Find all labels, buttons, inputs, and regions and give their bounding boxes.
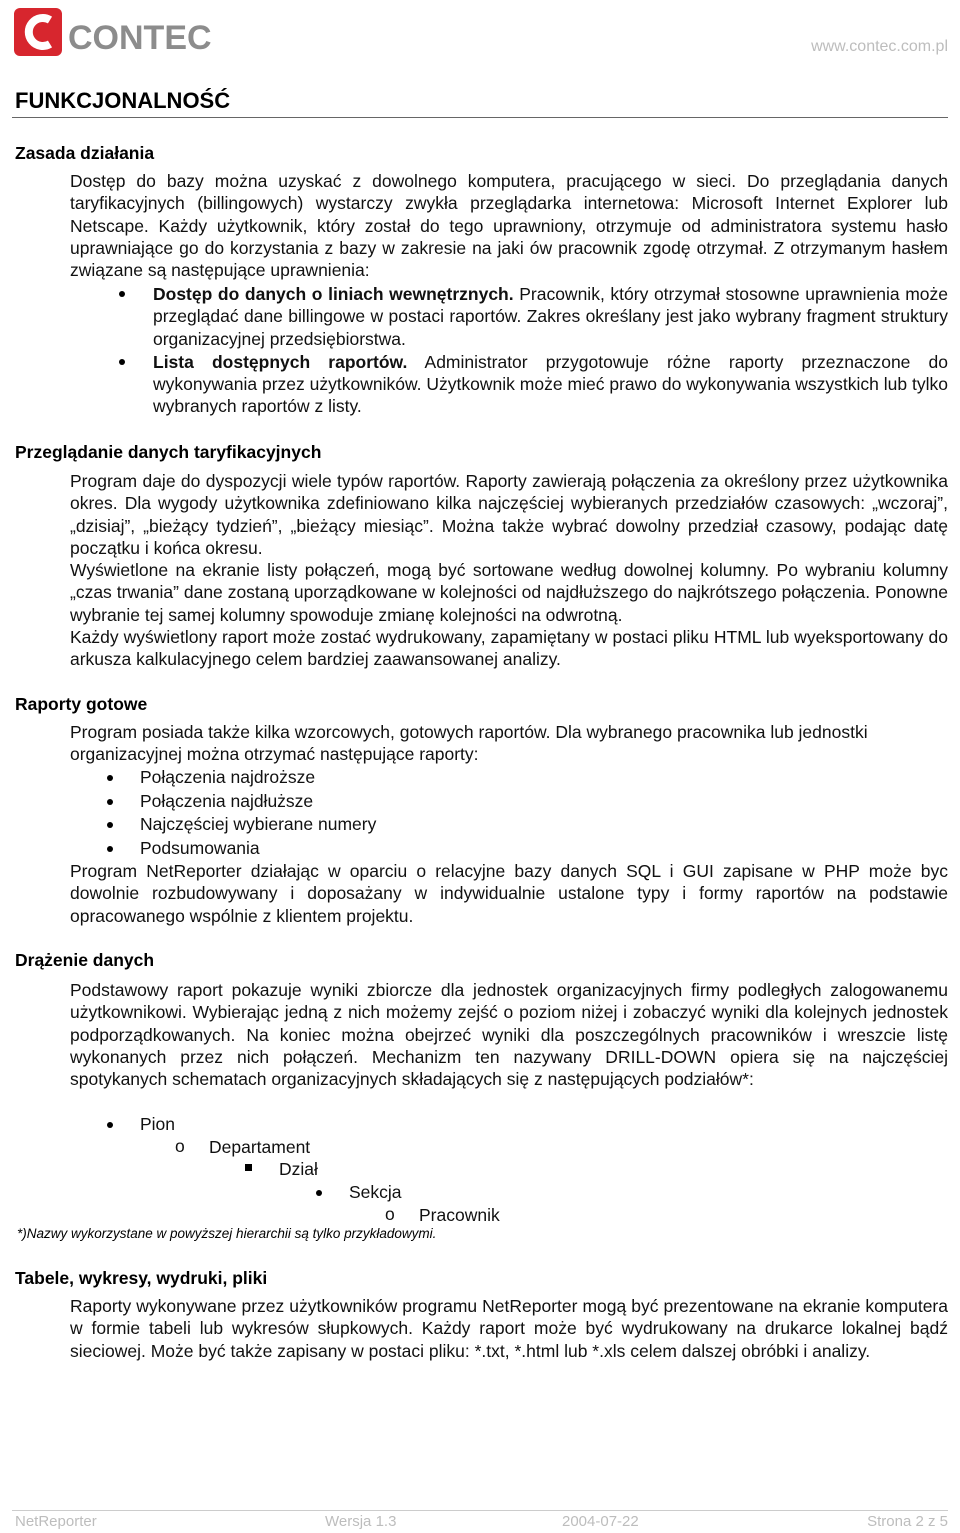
section-zasada-intro	[70, 170, 948, 281]
bullet-dot-icon	[107, 1122, 113, 1128]
reports-list	[140, 766, 376, 860]
list-item: Podsumowania	[140, 837, 376, 861]
section-drazenie-intro	[70, 979, 948, 1090]
list-item: Połączenia najdroższe	[140, 766, 376, 790]
footer-page-number: Strona 2 z 5	[867, 1513, 948, 1530]
hierarchy-level-2: Departament	[209, 1137, 311, 1157]
paragraph: Podstawowy raport pokazuje wyniki zbiorcze dla jednostek organizacyjnych firmy podległych zalogowanemu użytkownikowi. Wybierając jedną z nich możemy zejść o poziom niżej i zobaczyć wyniki dla kolejnych jednostek podporządkowanych. Na koniec można obejrzeć wyniki dla poszczególnych pracowników i wreszcie listę wykonanych przez nich połączeń. Mechanizm ten nazywany DRILL-DOWN opiera się na najczęściej spotykanych schematach organizacyjnych składających się z następujących podziałów*:	[70, 980, 948, 1090]
footer-product: NetReporter	[15, 1513, 97, 1530]
hierarchy-level-4: Sekcja	[349, 1182, 402, 1202]
item-text: Administrator przygotowuje różne raporty przeznaczone do wykonywania przez użytkowników. Użytkownik może mieć prawo do wykonywania wszystkich lub tylko wybranych raportów z listy.	[153, 351, 948, 417]
hierarchy-level-3: Dział	[279, 1159, 318, 1179]
footer-divider	[12, 1510, 948, 1511]
title-divider	[12, 117, 948, 118]
footer-version: Wersja 1.3	[325, 1513, 397, 1530]
footnote: *)Nazwy wykorzystane w powyższej hierarchii są tylko przykładowymi.	[17, 1226, 437, 1241]
footer-date: 2004-07-22	[562, 1513, 639, 1530]
item-bold: Dostęp do danych o liniach wewnętrznych.	[153, 284, 514, 304]
bullet-circle-icon: o	[175, 1136, 185, 1156]
section-heading-przegladanie: Przeglądanie danych taryfikacyjnych	[15, 442, 322, 462]
bullet-circle-icon: o	[385, 1204, 395, 1224]
bullet-square-icon	[245, 1164, 252, 1171]
hierarchy-level-5: Pracownik	[419, 1205, 500, 1225]
contec-logo	[12, 6, 212, 60]
paragraph: Każdy wyświetlony raport może zostać wydrukowany, zapamiętany w postaci pliku HTML lub wyeksportowany do arkusza kalkulacyjnego celem bardziej zaawansowanej analizy.	[70, 627, 948, 670]
logo-text: CONTEC	[68, 19, 212, 57]
paragraph: Dostęp do bazy można uzyskać z dowolnego komputera, pracującego w sieci. Do przeglądania danych taryfikacyjnych (billingowych) wystarczy zwykła przeglądarka internetowa: Microsoft Internet Explorer lub Netscape. Każdy użytkownik, który został do tego uprawniony, otrzymuje od administratora systemu hasło uprawniające go do korzystania z bazy w zakresie na jaki ów pracownik zgodę otrzymał. Z otrzymanym hasłem związane są następujące uprawnienia:	[70, 171, 948, 281]
paragraph: Program posiada także kilka wzorcowych, gotowych raportów. Dla wybranego pracownika lub jednostki organizacyjnej można otrzymać następujące raporty:	[70, 722, 868, 765]
section-heading-drazenie: Drążenie danych	[15, 950, 155, 970]
section-heading-tabele: Tabele, wykresy, wydruki, pliki	[15, 1268, 268, 1288]
paragraph: Program NetReporter działając w oparciu o relacyjne bazy danych SQL i GUI zapisane w PHP może byc dowolnie rozbudowywany i doposażany w indywidualnie ustalone typy i formy raportów na podstawie opracowanego wspólnie z klientem projektu.	[70, 861, 948, 926]
list-item	[153, 283, 948, 350]
section-przegladanie-body	[70, 470, 948, 671]
bullet-dot-icon	[316, 1190, 322, 1196]
list-item: Połączenia najdłuższe	[140, 790, 376, 814]
paragraph: Raporty wykonywane przez użytkowników programu NetReporter mogą być prezentowane na ekranie komputera w formie tabeli lub wykresów słupkowych. Każdy raport może być wydrukowany na drukarce lokalnej bądź sieciowej. Może być także zapisany w postaci pliku: *.txt, *.html lub *.xls celem dalszej obróbki i analizy.	[70, 1296, 948, 1361]
section-raporty-outro	[70, 860, 948, 927]
item-text: Pracownik, który otrzymał stosowne uprawnienia może przeglądać dane billingowe w postaci raportów. Zakres określany jest jako wybrany fragment struktury organizacyjnej przedsiębiorstwa.	[153, 284, 948, 349]
section-raporty-intro	[70, 721, 880, 766]
paragraph: Program daje do dyspozycji wiele typów raportów. Raporty zawierają połączenia za określony przez użytkownika okres. Dla wygody użytkownika zdefiniowano kilka najczęściej wybieranych przedziałów czasowych: „wczoraj”, „dzisiaj”, „bieżący tydzień”, „bieżący miesiąc”. Można także wybrać dowolny przedział czasowy, podając datę początku i końca okresu.	[70, 471, 948, 558]
paragraph: Wyświetlone na ekranie listy połączeń, mogą być sortowane według dowolnej kolumny. Po wybraniu kolumny „czas trwania” dane zostaną uporządkowane w kolejności od najdłuższego do najkrótszego połączenia. Ponowne wybranie tej samej kolumny spowoduje zmianę kolejności na odwrotną.	[70, 560, 948, 625]
list-item	[153, 351, 948, 418]
section-heading-raporty: Raporty gotowe	[15, 694, 148, 714]
site-url: www.contec.com.pl	[811, 38, 948, 55]
page-title: FUNKCJONALNOŚĆ	[15, 88, 231, 113]
item-bold: Lista dostępnych raportów.	[153, 351, 408, 372]
permissions-list	[153, 283, 948, 419]
hierarchy-level-1: Pion	[140, 1114, 176, 1134]
section-heading-zasada: Zasada działania	[15, 143, 155, 163]
section-tabele-intro	[70, 1295, 948, 1362]
list-item: Najczęściej wybierane numery	[140, 813, 376, 837]
